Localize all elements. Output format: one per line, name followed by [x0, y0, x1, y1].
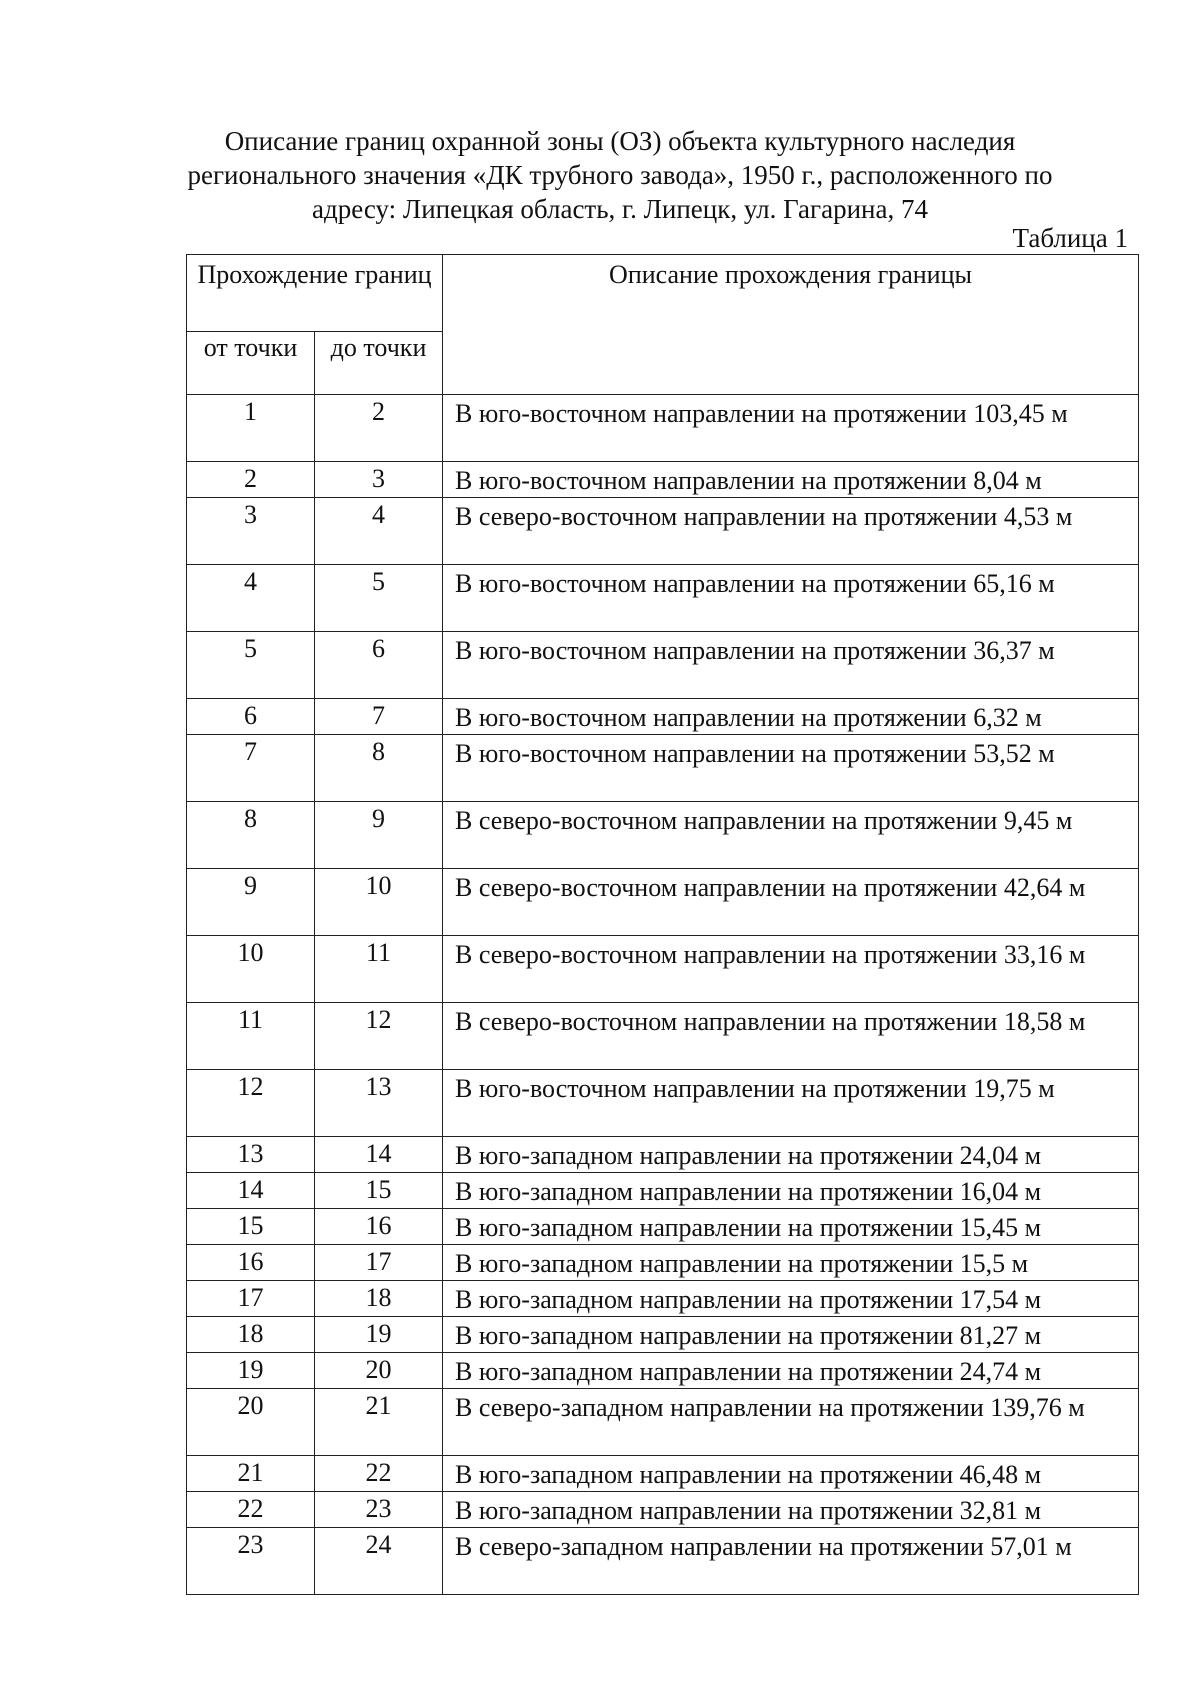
title-line: регионального значения «ДК трубного завода», 1950 г., расположенного по [187, 160, 1053, 190]
cell-description: В юго-западном направлении на протяжении 17,54 м [443, 1281, 1139, 1317]
cell-description: В юго-западном направлении на протяжении 15,45 м [443, 1209, 1139, 1245]
cell-to-point: 12 [315, 1003, 443, 1070]
cell-from-point: 19 [187, 1353, 315, 1389]
cell-to-point: 9 [315, 802, 443, 869]
table-row [187, 1137, 1139, 1173]
table-row [187, 498, 1139, 565]
cell-description: В юго-западном направлении на протяжении 24,04 м [443, 1137, 1139, 1173]
cell-description: В юго-восточном направлении на протяжении 53,52 м [443, 735, 1139, 802]
cell-from-point: 9 [187, 869, 315, 936]
table-row [187, 699, 1139, 735]
cell-to-point: 6 [315, 632, 443, 699]
cell-description: В юго-западном направлении на протяжении 16,04 м [443, 1173, 1139, 1209]
cell-from-point: 10 [187, 936, 315, 1003]
cell-description: В северо-восточном направлении на протяжении 4,53 м [443, 498, 1139, 565]
table-row [187, 1492, 1139, 1528]
cell-to-point: 14 [315, 1137, 443, 1173]
table-row [187, 1528, 1139, 1595]
header-description: Описание прохождения границы [443, 255, 1139, 395]
header-passage: Прохождение границ [187, 255, 443, 332]
table-row [187, 1003, 1139, 1070]
cell-description: В юго-восточном направлении на протяжении 103,45 м [443, 395, 1139, 462]
cell-description: В юго-восточном направлении на протяжении 19,75 м [443, 1070, 1139, 1137]
table-row [187, 1281, 1139, 1317]
cell-from-point: 23 [187, 1528, 315, 1595]
table-row [187, 1209, 1139, 1245]
table-row [187, 462, 1139, 498]
cell-from-point: 3 [187, 498, 315, 565]
table-row [187, 1389, 1139, 1456]
cell-to-point: 17 [315, 1245, 443, 1281]
cell-description: В юго-западном направлении на протяжении 32,81 м [443, 1492, 1139, 1528]
cell-description: В юго-восточном направлении на протяжении 8,04 м [443, 462, 1139, 498]
cell-to-point: 13 [315, 1070, 443, 1137]
table-row [187, 1353, 1139, 1389]
cell-from-point: 18 [187, 1317, 315, 1353]
cell-to-point: 10 [315, 869, 443, 936]
cell-from-point: 14 [187, 1173, 315, 1209]
cell-description: В юго-западном направлении на протяжении 81,27 м [443, 1317, 1139, 1353]
document-title [160, 124, 1080, 226]
cell-description: В северо-восточном направлении на протяжении 42,64 м [443, 869, 1139, 936]
cell-from-point: 2 [187, 462, 315, 498]
cell-description: В юго-восточном направлении на протяжении 36,37 м [443, 632, 1139, 699]
table-row [187, 1245, 1139, 1281]
header-from-point: от точки [187, 332, 315, 395]
cell-description: В северо-восточном направлении на протяжении 18,58 м [443, 1003, 1139, 1070]
cell-description: В северо-западном направлении на протяжении 139,76 м [443, 1389, 1139, 1456]
cell-to-point: 21 [315, 1389, 443, 1456]
cell-to-point: 22 [315, 1456, 443, 1492]
cell-from-point: 1 [187, 395, 315, 462]
cell-to-point: 16 [315, 1209, 443, 1245]
table-row [187, 869, 1139, 936]
table-row [187, 395, 1139, 462]
cell-to-point: 11 [315, 936, 443, 1003]
table-row [187, 936, 1139, 1003]
table-row [187, 1456, 1139, 1492]
cell-from-point: 20 [187, 1389, 315, 1456]
table-row [187, 1070, 1139, 1137]
cell-from-point: 11 [187, 1003, 315, 1070]
cell-from-point: 6 [187, 699, 315, 735]
cell-description: В юго-западном направлении на протяжении 15,5 м [443, 1245, 1139, 1281]
table-row [187, 735, 1139, 802]
cell-to-point: 7 [315, 699, 443, 735]
cell-to-point: 24 [315, 1528, 443, 1595]
table-row [187, 1173, 1139, 1209]
table-label: Таблица 1 [1012, 223, 1128, 253]
title-line: Описание границ охранной зоны (ОЗ) объекта культурного наследия [224, 126, 1016, 156]
cell-from-point: 7 [187, 735, 315, 802]
cell-from-point: 4 [187, 565, 315, 632]
table-body [187, 395, 1139, 1595]
table-row [187, 1317, 1139, 1353]
cell-to-point: 23 [315, 1492, 443, 1528]
table-row [187, 565, 1139, 632]
cell-from-point: 8 [187, 802, 315, 869]
cell-from-point: 22 [187, 1492, 315, 1528]
title-line: адресу: Липецкая область, г. Липецк, ул. Гагарина, 74 [312, 194, 928, 224]
cell-description: В северо-восточном направлении на протяжении 33,16 м [443, 936, 1139, 1003]
cell-to-point: 4 [315, 498, 443, 565]
cell-from-point: 12 [187, 1070, 315, 1137]
cell-to-point: 19 [315, 1317, 443, 1353]
cell-to-point: 15 [315, 1173, 443, 1209]
boundary-table [186, 254, 1139, 1595]
cell-description: В юго-восточном направлении на протяжении 65,16 м [443, 565, 1139, 632]
cell-from-point: 5 [187, 632, 315, 699]
cell-to-point: 5 [315, 565, 443, 632]
table-row [187, 632, 1139, 699]
cell-from-point: 21 [187, 1456, 315, 1492]
header-to-point: до точки [315, 332, 443, 395]
cell-to-point: 18 [315, 1281, 443, 1317]
cell-to-point: 3 [315, 462, 443, 498]
cell-description: В юго-восточном направлении на протяжении 6,32 м [443, 699, 1139, 735]
cell-description: В северо-западном направлении на протяжении 57,01 м [443, 1528, 1139, 1595]
cell-to-point: 2 [315, 395, 443, 462]
cell-from-point: 17 [187, 1281, 315, 1317]
cell-to-point: 20 [315, 1353, 443, 1389]
cell-description: В юго-западном направлении на протяжении 46,48 м [443, 1456, 1139, 1492]
cell-description: В юго-западном направлении на протяжении 24,74 м [443, 1353, 1139, 1389]
cell-from-point: 15 [187, 1209, 315, 1245]
cell-to-point: 8 [315, 735, 443, 802]
cell-from-point: 16 [187, 1245, 315, 1281]
cell-from-point: 13 [187, 1137, 315, 1173]
table-row [187, 802, 1139, 869]
cell-description: В северо-восточном направлении на протяжении 9,45 м [443, 802, 1139, 869]
